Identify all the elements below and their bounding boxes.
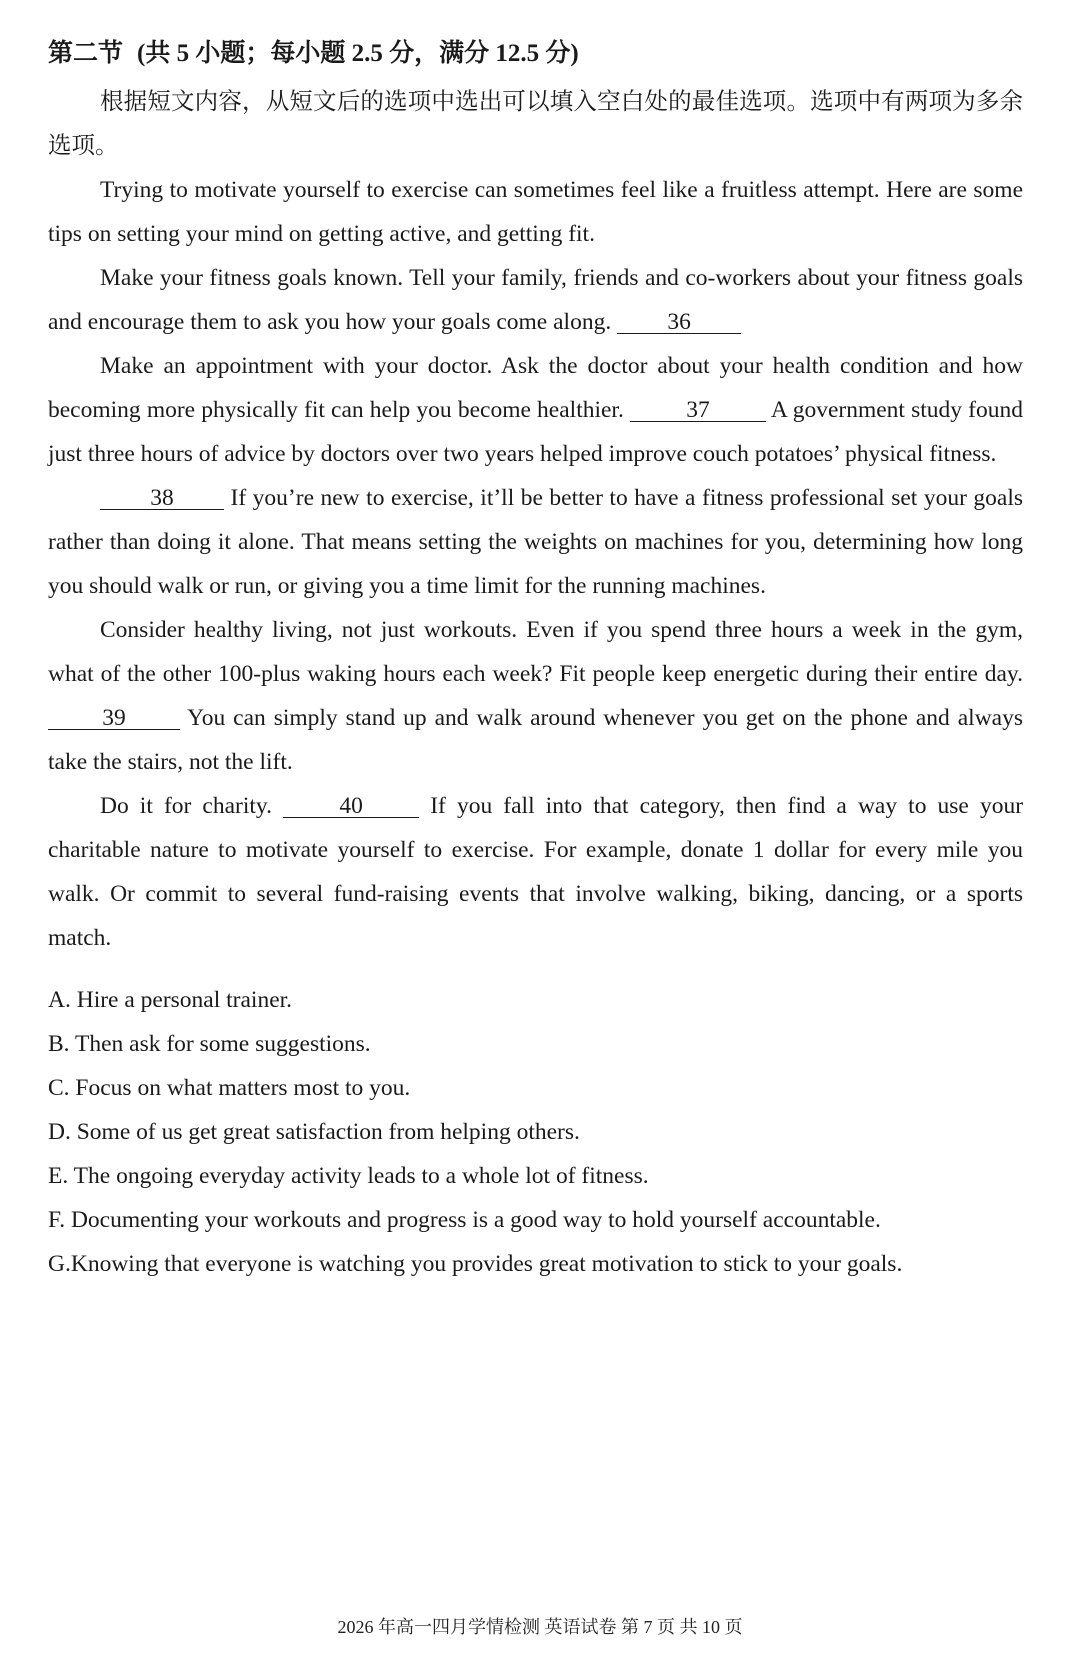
- option-g: G.Knowing that everyone is watching you provides great motivation to stick to your goals.: [48, 1251, 903, 1277]
- paragraph-5-text: Consider healthy living, not just workouts. Even if you spend three hours a week in the gym, what of the other 100-plus waking hours each week? Fit people keep energetic during their entire day.: [48, 617, 1023, 687]
- paragraph-3-text: Make an appointment with your doctor. Ask the doctor about your health condition and how becoming more physically fit can help you become healthier.: [48, 353, 1023, 423]
- passage-paragraph-6: [48, 784, 1023, 960]
- passage-paragraph-1: Trying to motivate yourself to exercise can sometimes feel like a fruitless attempt. Here are some tips on setting your mind on getting active, and getting fit.: [48, 177, 1023, 247]
- option-d: D. Some of us get great satisfaction from helping others.: [48, 1119, 580, 1145]
- paragraph-2-text: Make your fitness goals known. Tell your family, friends and co-workers about your fitness goals and encourage them to ask you how your goals come along.: [48, 265, 1023, 335]
- option-a: A. Hire a personal trainer.: [48, 987, 293, 1013]
- section-subtitle: (共 5 小题；每小题 2.5 分，满分 12.5 分): [137, 40, 579, 67]
- page-footer: 2026 年高一四月学情检测 英语试卷 第 7 页 共 10 页: [337, 1617, 743, 1637]
- blank-40: 40: [283, 795, 419, 818]
- passage-paragraph-5: [48, 608, 1023, 784]
- passage-paragraph-2: [48, 256, 1023, 344]
- passage-paragraph-4: [48, 476, 1023, 608]
- option-b: B. Then ask for some suggestions.: [48, 1031, 371, 1057]
- section-title: 第二节: [48, 40, 124, 67]
- exam-page: [48, 30, 1023, 1286]
- options-list: [48, 978, 1023, 1286]
- paragraph-5-continuation: You can simply stand up and walk around whenever you get on the phone and always take the stairs, not the lift.: [48, 705, 1023, 775]
- paragraph-4-text: If you’re new to exercise, it’ll be better to have a fitness professional set your goals rather than doing it alone. That means setting the weights on machines for you, determining how long you should walk or run, or giving you a time limit for the running machines.: [48, 485, 1024, 599]
- blank-36: 36: [617, 311, 741, 334]
- section-heading: [48, 30, 1023, 78]
- paragraph-6-continuation: If you fall into that category, then find a way to use your charitable nature to motivate yourself to exercise. For example, donate 1 dollar for every mile you walk. Or commit to several fund-raising events that involve walking, biking, dancing, or a sports match.: [48, 793, 1024, 951]
- paragraph-6-text: Do it for charity.: [100, 793, 273, 819]
- passage-paragraph-3: [48, 344, 1023, 476]
- paragraph-3-continuation: A government study found just three hours of advice by doctors over two years helped improve couch potatoes’ physical fitness.: [48, 397, 1023, 467]
- option-c: C. Focus on what matters most to you.: [48, 1075, 411, 1101]
- blank-39: 39: [48, 707, 180, 730]
- blank-37: 37: [630, 399, 766, 422]
- option-f: F. Documenting your workouts and progress is a good way to hold yourself accountable.: [48, 1207, 881, 1233]
- option-e: E. The ongoing everyday activity leads to a whole lot of fitness.: [48, 1163, 649, 1189]
- blank-38: 38: [100, 487, 224, 510]
- instruction-text: 根据短文内容，从短文后的选项中选出可以填入空白处的最佳选项。选项中有两项为多余选项。: [48, 89, 1023, 159]
